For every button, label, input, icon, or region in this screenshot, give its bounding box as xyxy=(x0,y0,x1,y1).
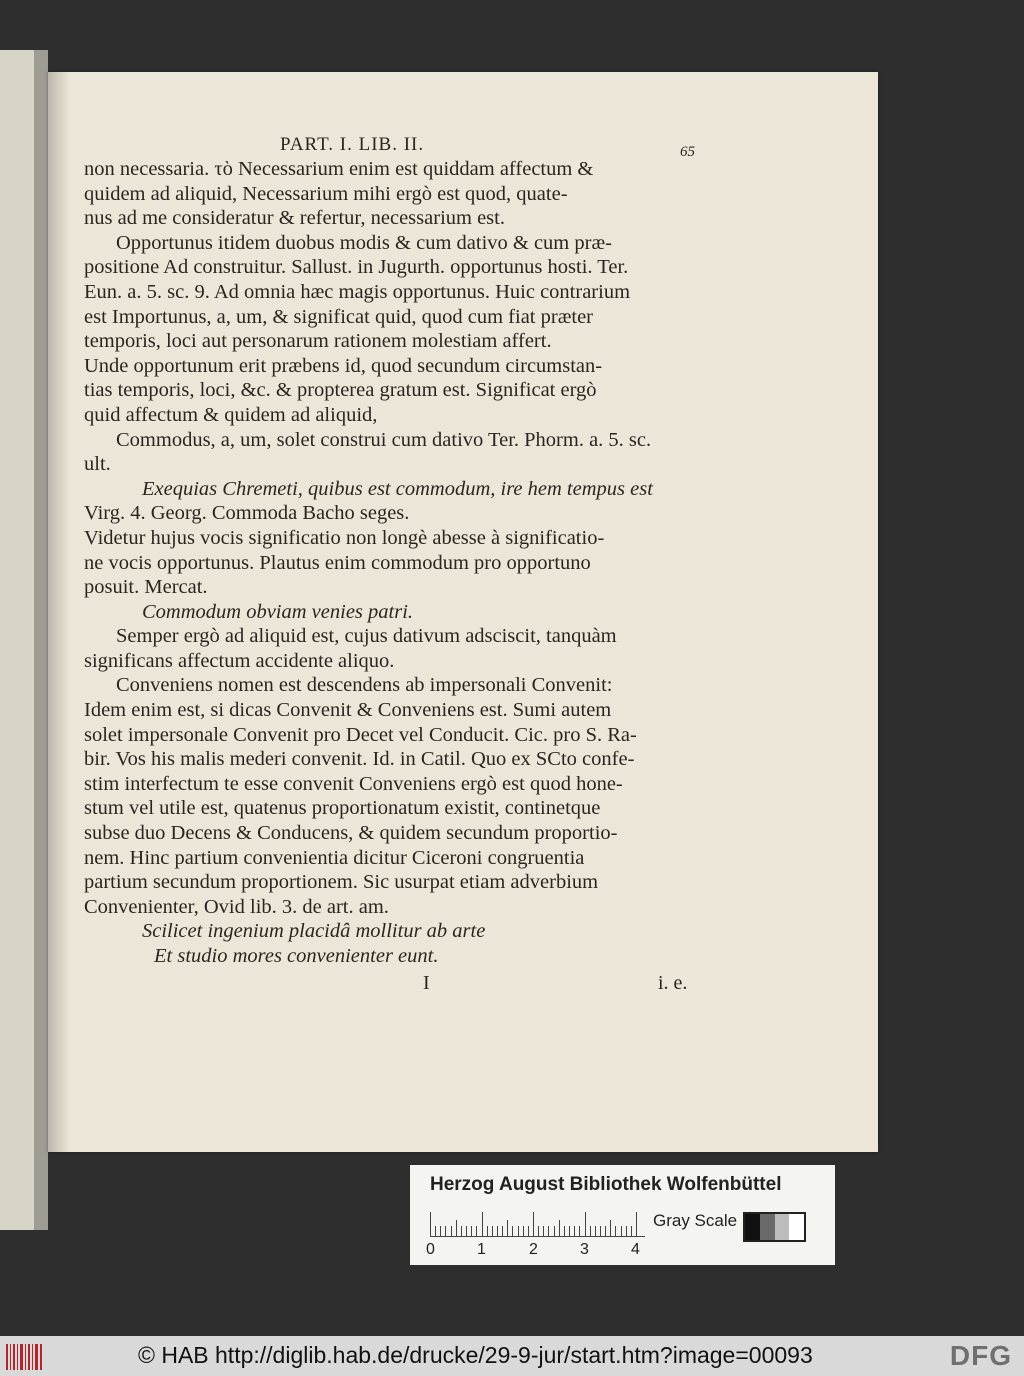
text-line: Videtur hujus vocis significatio non longè abesse à significatio- xyxy=(84,526,605,549)
ruler-tick xyxy=(538,1226,539,1236)
text-line: tias temporis, loci, &c. & propterea gratum est. Significat ergò xyxy=(84,379,597,402)
ruler-tick xyxy=(482,1212,483,1236)
catchword: i. e. xyxy=(658,972,688,994)
library-name: Herzog August Bibliothek Wolfenbüttel xyxy=(430,1174,782,1195)
ruler-tick xyxy=(445,1226,446,1236)
previous-page-edge xyxy=(0,50,48,1230)
text-line: est Importunus, a, um, & significat quid, quod cum fiat præter xyxy=(84,305,593,328)
ruler-tick xyxy=(548,1226,549,1236)
text-line: Unde opportunum erit præbens id, quod secundum circumstan- xyxy=(84,354,603,377)
text-line: posuit. Mercat. xyxy=(84,576,208,599)
gray-swatch xyxy=(789,1214,804,1240)
ruler-tick xyxy=(430,1212,431,1236)
text-line: Virg. 4. Georg. Commoda Bacho seges. xyxy=(84,502,410,525)
ruler-tick xyxy=(512,1226,513,1236)
ruler-tick xyxy=(615,1226,616,1236)
text-line: stum vel utile est, quatenus proportionatum existit, continetque xyxy=(84,797,601,820)
page-body xyxy=(84,157,702,969)
page-number: 65 xyxy=(680,144,695,160)
text-line: stim interfectum te esse convenit Conveniens ergò est quod hone- xyxy=(84,772,623,795)
ruler-tick xyxy=(569,1226,570,1236)
text-line: Conveniens nomen est descendens ab impersonali Convenit: xyxy=(116,674,613,697)
ruler-tick xyxy=(435,1226,436,1236)
ruler-number: 4 xyxy=(631,1241,640,1258)
gray-swatch xyxy=(745,1214,760,1240)
text-line: ne vocis opportunus. Plautus enim commodum pro opportuno xyxy=(84,551,591,574)
ruler-tick xyxy=(440,1226,441,1236)
ruler-tick xyxy=(559,1220,560,1236)
ruler-tick xyxy=(631,1226,632,1236)
text-line: partium secundum proportionem. Sic usurpat etiam adverbium xyxy=(84,871,599,894)
ruler-number: 2 xyxy=(529,1241,538,1258)
text-line: Eun. a. 5. sc. 9. Ad omnia hæc magis opportunus. Huic contrarium xyxy=(84,280,631,303)
viewer-footer xyxy=(0,1336,1024,1376)
book-page xyxy=(48,72,878,1152)
text-line: non necessaria. τὸ Necessarium enim est quiddam affectum & xyxy=(84,158,594,180)
text-line: Commodus, a, um, solet construi cum dativo Ter. Phorm. a. 5. sc. xyxy=(116,428,652,451)
ruler-tick xyxy=(456,1220,457,1236)
text-line: quid affectum & quidem ad aliquid, xyxy=(84,403,378,426)
ruler-scale xyxy=(430,1210,645,1237)
text-line: nus ad me consideratur & refertur, necessarium est. xyxy=(84,207,505,230)
ruler-tick xyxy=(451,1226,452,1236)
text-line: Semper ergò ad aliquid est, cujus dativum adsciscit, tanquàm xyxy=(116,625,617,648)
text-line: bir. Vos his malis mederi convenit. Id. in Catil. Quo ex SCto confe- xyxy=(84,748,635,771)
ruler-tick xyxy=(487,1226,488,1236)
ruler-tick xyxy=(626,1226,627,1236)
text-line: Idem enim est, si dicas Convenit & Conveniens est. Sumi autem xyxy=(84,699,612,722)
ruler-number: 3 xyxy=(580,1241,589,1258)
gray-scale-swatches xyxy=(743,1212,806,1242)
color-target-card xyxy=(410,1165,835,1265)
text-line: nem. Hinc partium convenientia dicitur Ciceroni congruentia xyxy=(84,846,585,869)
hab-logo-icon xyxy=(6,1344,46,1370)
text-line: temporis, loci aut personarum rationem molestiam affert. xyxy=(84,330,552,353)
ruler-tick xyxy=(543,1226,544,1236)
text-line: Opportunus itidem duobus modis & cum dativo & cum præ- xyxy=(116,231,612,254)
signature-mark: I xyxy=(423,972,430,994)
ruler-tick xyxy=(554,1226,555,1236)
ruler-tick xyxy=(492,1226,493,1236)
ruler-tick xyxy=(579,1226,580,1236)
ruler-tick xyxy=(518,1226,519,1236)
ruler-tick xyxy=(590,1226,591,1236)
running-header: PART. I. LIB. II. xyxy=(280,134,425,155)
quote-line: Et studio mores convenienter eunt. xyxy=(154,945,439,967)
quote-line: Scilicet ingenium placidâ mollitur ab arte xyxy=(142,920,486,943)
ruler-tick xyxy=(466,1226,467,1236)
text-line: quidem ad aliquid, Necessarium mihi ergò est quod, quate- xyxy=(84,182,568,205)
gray-swatch xyxy=(760,1214,775,1240)
text-line: Convenienter, Ovid lib. 3. de art. am. xyxy=(84,895,389,918)
ruler-tick xyxy=(610,1220,611,1236)
text-line: significans affectum accidente aliquo. xyxy=(84,649,395,672)
dfg-logo: DFG xyxy=(949,1340,1012,1371)
ruler-tick xyxy=(636,1212,637,1236)
text-line: ult. xyxy=(84,453,111,476)
ruler-tick xyxy=(621,1226,622,1236)
ruler-tick xyxy=(564,1226,565,1236)
ruler-tick xyxy=(533,1212,534,1236)
ruler-tick xyxy=(502,1226,503,1236)
ruler-tick xyxy=(585,1212,586,1236)
ruler-tick xyxy=(507,1220,508,1236)
quote-line: Exequias Chremeti, quibus est commodum, ire hem tempus est xyxy=(142,477,653,500)
ruler-tick xyxy=(476,1226,477,1236)
text-line: solet impersonale Convenit pro Decet vel Conducit. Cic. pro S. Ra- xyxy=(84,723,637,746)
ruler-tick xyxy=(605,1226,606,1236)
ruler-tick xyxy=(461,1226,462,1236)
copyright-url[interactable]: © HAB http://diglib.hab.de/drucke/29-9-jur/start.htm?image=00093 xyxy=(138,1342,813,1368)
text-line: positione Ad construitur. Sallust. in Jugurth. opportunus hosti. Ter. xyxy=(84,256,629,279)
ruler-number: 0 xyxy=(426,1241,435,1258)
ruler-tick xyxy=(523,1226,524,1236)
ruler-number: 1 xyxy=(477,1241,486,1258)
ruler-tick xyxy=(574,1226,575,1236)
text-line: subse duo Decens & Conducens, & quidem secundum proportio- xyxy=(84,822,618,845)
ruler-tick xyxy=(471,1226,472,1236)
ruler-tick xyxy=(595,1226,596,1236)
ruler-tick xyxy=(600,1226,601,1236)
gray-swatch xyxy=(775,1214,790,1240)
gray-scale-label: Gray Scale xyxy=(653,1211,738,1230)
quote-line: Commodum obviam venies patri. xyxy=(142,600,414,623)
ruler-tick xyxy=(497,1226,498,1236)
ruler-tick xyxy=(528,1226,529,1236)
